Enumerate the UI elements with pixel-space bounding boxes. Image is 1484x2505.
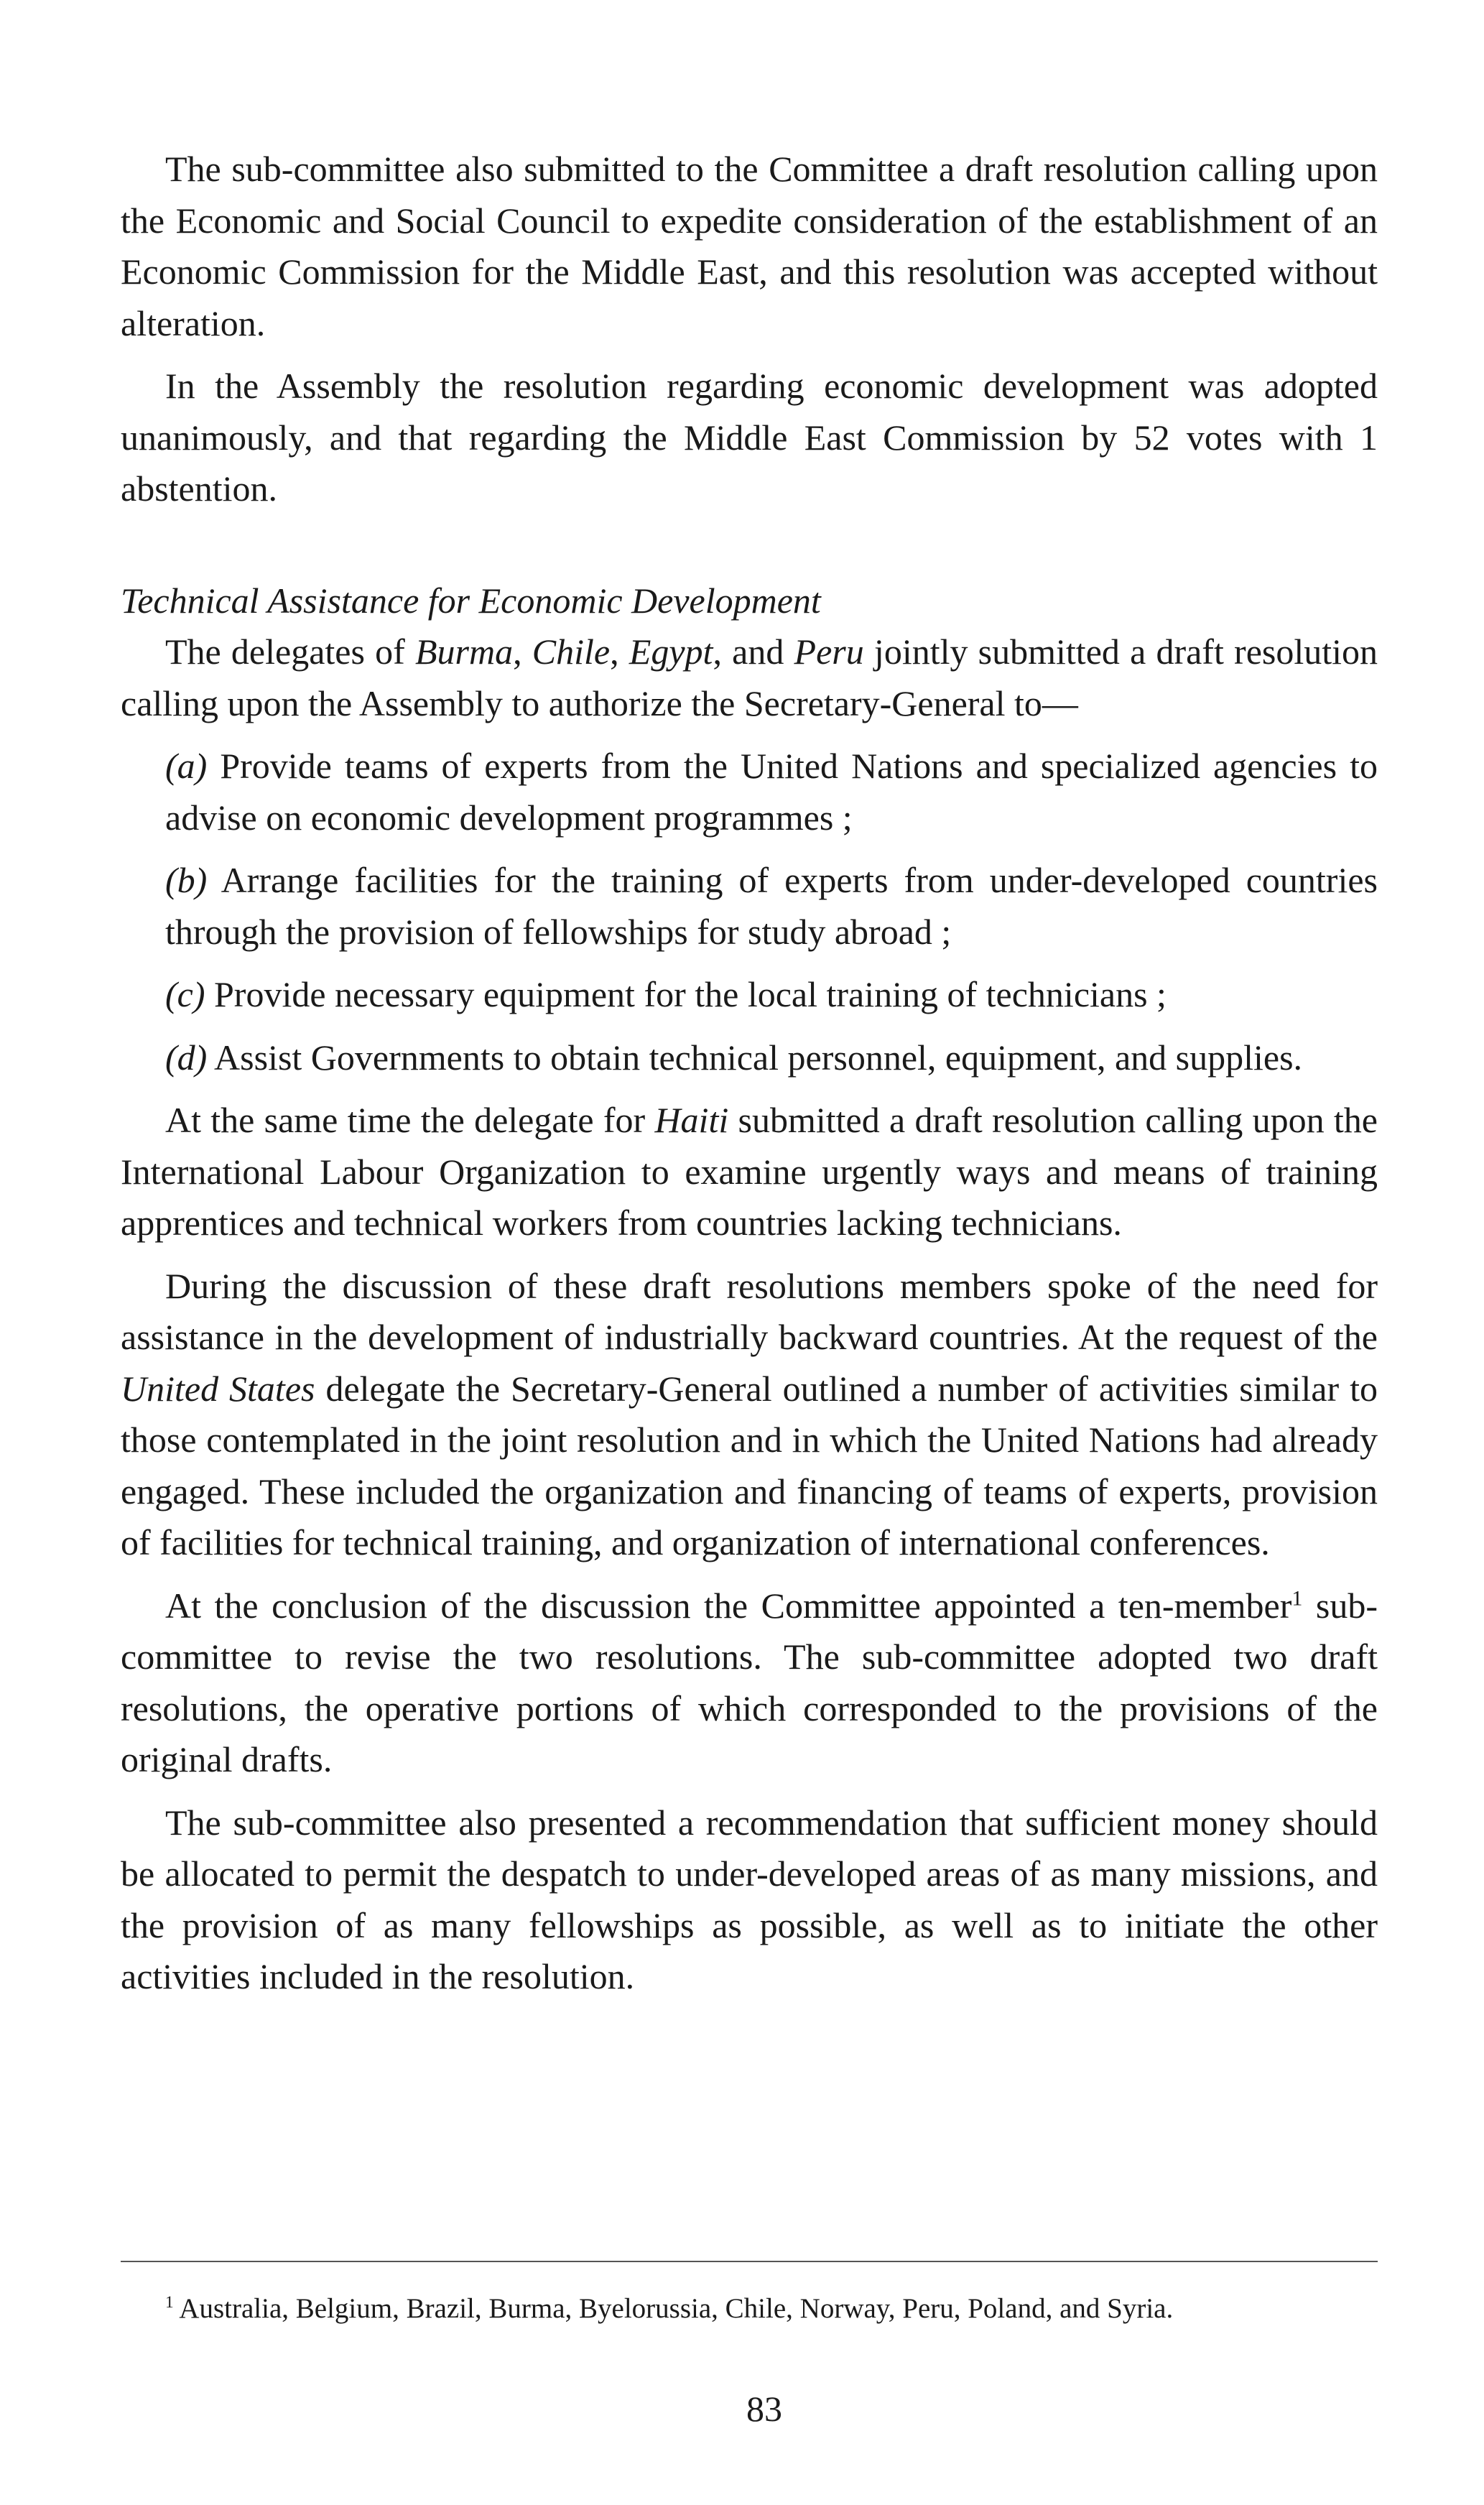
footnote-divider xyxy=(121,2261,1378,2262)
paragraph-discussion: During the discussion of these draft resolutions members spoke of the need for assistance in the development of industrially backward countries. At the request of the United States delegate the Secretary-General outlined a number of activities similar to those contemplated in the joint resolution and in which the United Nations had already engaged. These included the organization and financing of teams of experts, provision of facilities for technical training, and organization of international conferences. xyxy=(121,1265,1378,1562)
country-chile: Chile xyxy=(532,631,611,672)
paragraph-recommendation: The sub-committee also presented a recommendation that sufficient money should be allocated to permit the despatch to under-developed areas of as many missions, and the provision of as many fellowships as possible, as well as to initiate the other activities included in the resolution. xyxy=(121,1802,1378,1996)
paragraph-assembly-vote: In the Assembly the resolution regarding economic development was adopted unanimously, and that regarding the Middle East Commission by 52 votes with 1 abstention. xyxy=(121,366,1378,509)
footnote: $^1$ Australia, Belgium, Brazil, Burma, Byelorussia, Chile, Norway, Peru, Poland, and Syria. xyxy=(165,2293,1174,2324)
paragraph-joint-draft-resolution: The delegates of Burma, Chile, Egypt, and Peru jointly submitted a draft resolution calling upon the Assembly to authorize the Secretary-General to— xyxy=(121,631,1378,723)
list-item-a: (a) Provide teams of experts from the United Nations and specialized agencies to advise on economic development programmes ; xyxy=(165,746,1378,838)
page-number: 83 xyxy=(746,2389,782,2429)
country-peru: Peru xyxy=(794,631,864,672)
country-haiti: Haiti xyxy=(654,1100,729,1140)
section-heading: Technical Assistance for Economic Development xyxy=(121,580,821,621)
list-item-b: (b) Arrange facilities for the training of experts from under-developed countries through the provision of fellowships for study abroad ; xyxy=(165,860,1378,952)
country-united-states: United States xyxy=(121,1368,315,1409)
footnote-mark: 1 xyxy=(165,2293,174,2312)
country-burma: Burma xyxy=(414,631,514,672)
list-item-c: (c) Provide necessary equipment for the local training of technicians ; xyxy=(165,974,1167,1014)
paragraph-sub-committee-middle-east: The sub-committee also submitted to the Committee a draft resolution calling upon the Economic and Social Council to expedite consideration of the establishment of an Economic Commission for the Middle East, and this resolution was accepted without alteration. xyxy=(121,149,1378,343)
paragraph-ten-member-sub-committee: At the conclusion of the discussion the Committee appointed a ten-member$^1$ sub-committee to revise the two resolutions. The sub-committee adopted two draft resolutions, the operative portions of which corresponded to the provisions of the original drafts. xyxy=(121,1585,1378,1779)
list-item-d: (d) Assist Governments to obtain technical personnel, equipment, and supplies. xyxy=(165,1037,1303,1078)
paragraph-haiti-resolution: At the same time the delegate for Haiti submitted a draft resolution calling upon the International Labour Organization to examine urgently ways and means of training apprentices and technical workers from countries lacking technicians. xyxy=(121,1100,1378,1243)
footnote-reference: 1 xyxy=(1291,1585,1303,1610)
country-egypt: Egypt xyxy=(629,631,713,672)
page-body xyxy=(121,144,1378,2003)
